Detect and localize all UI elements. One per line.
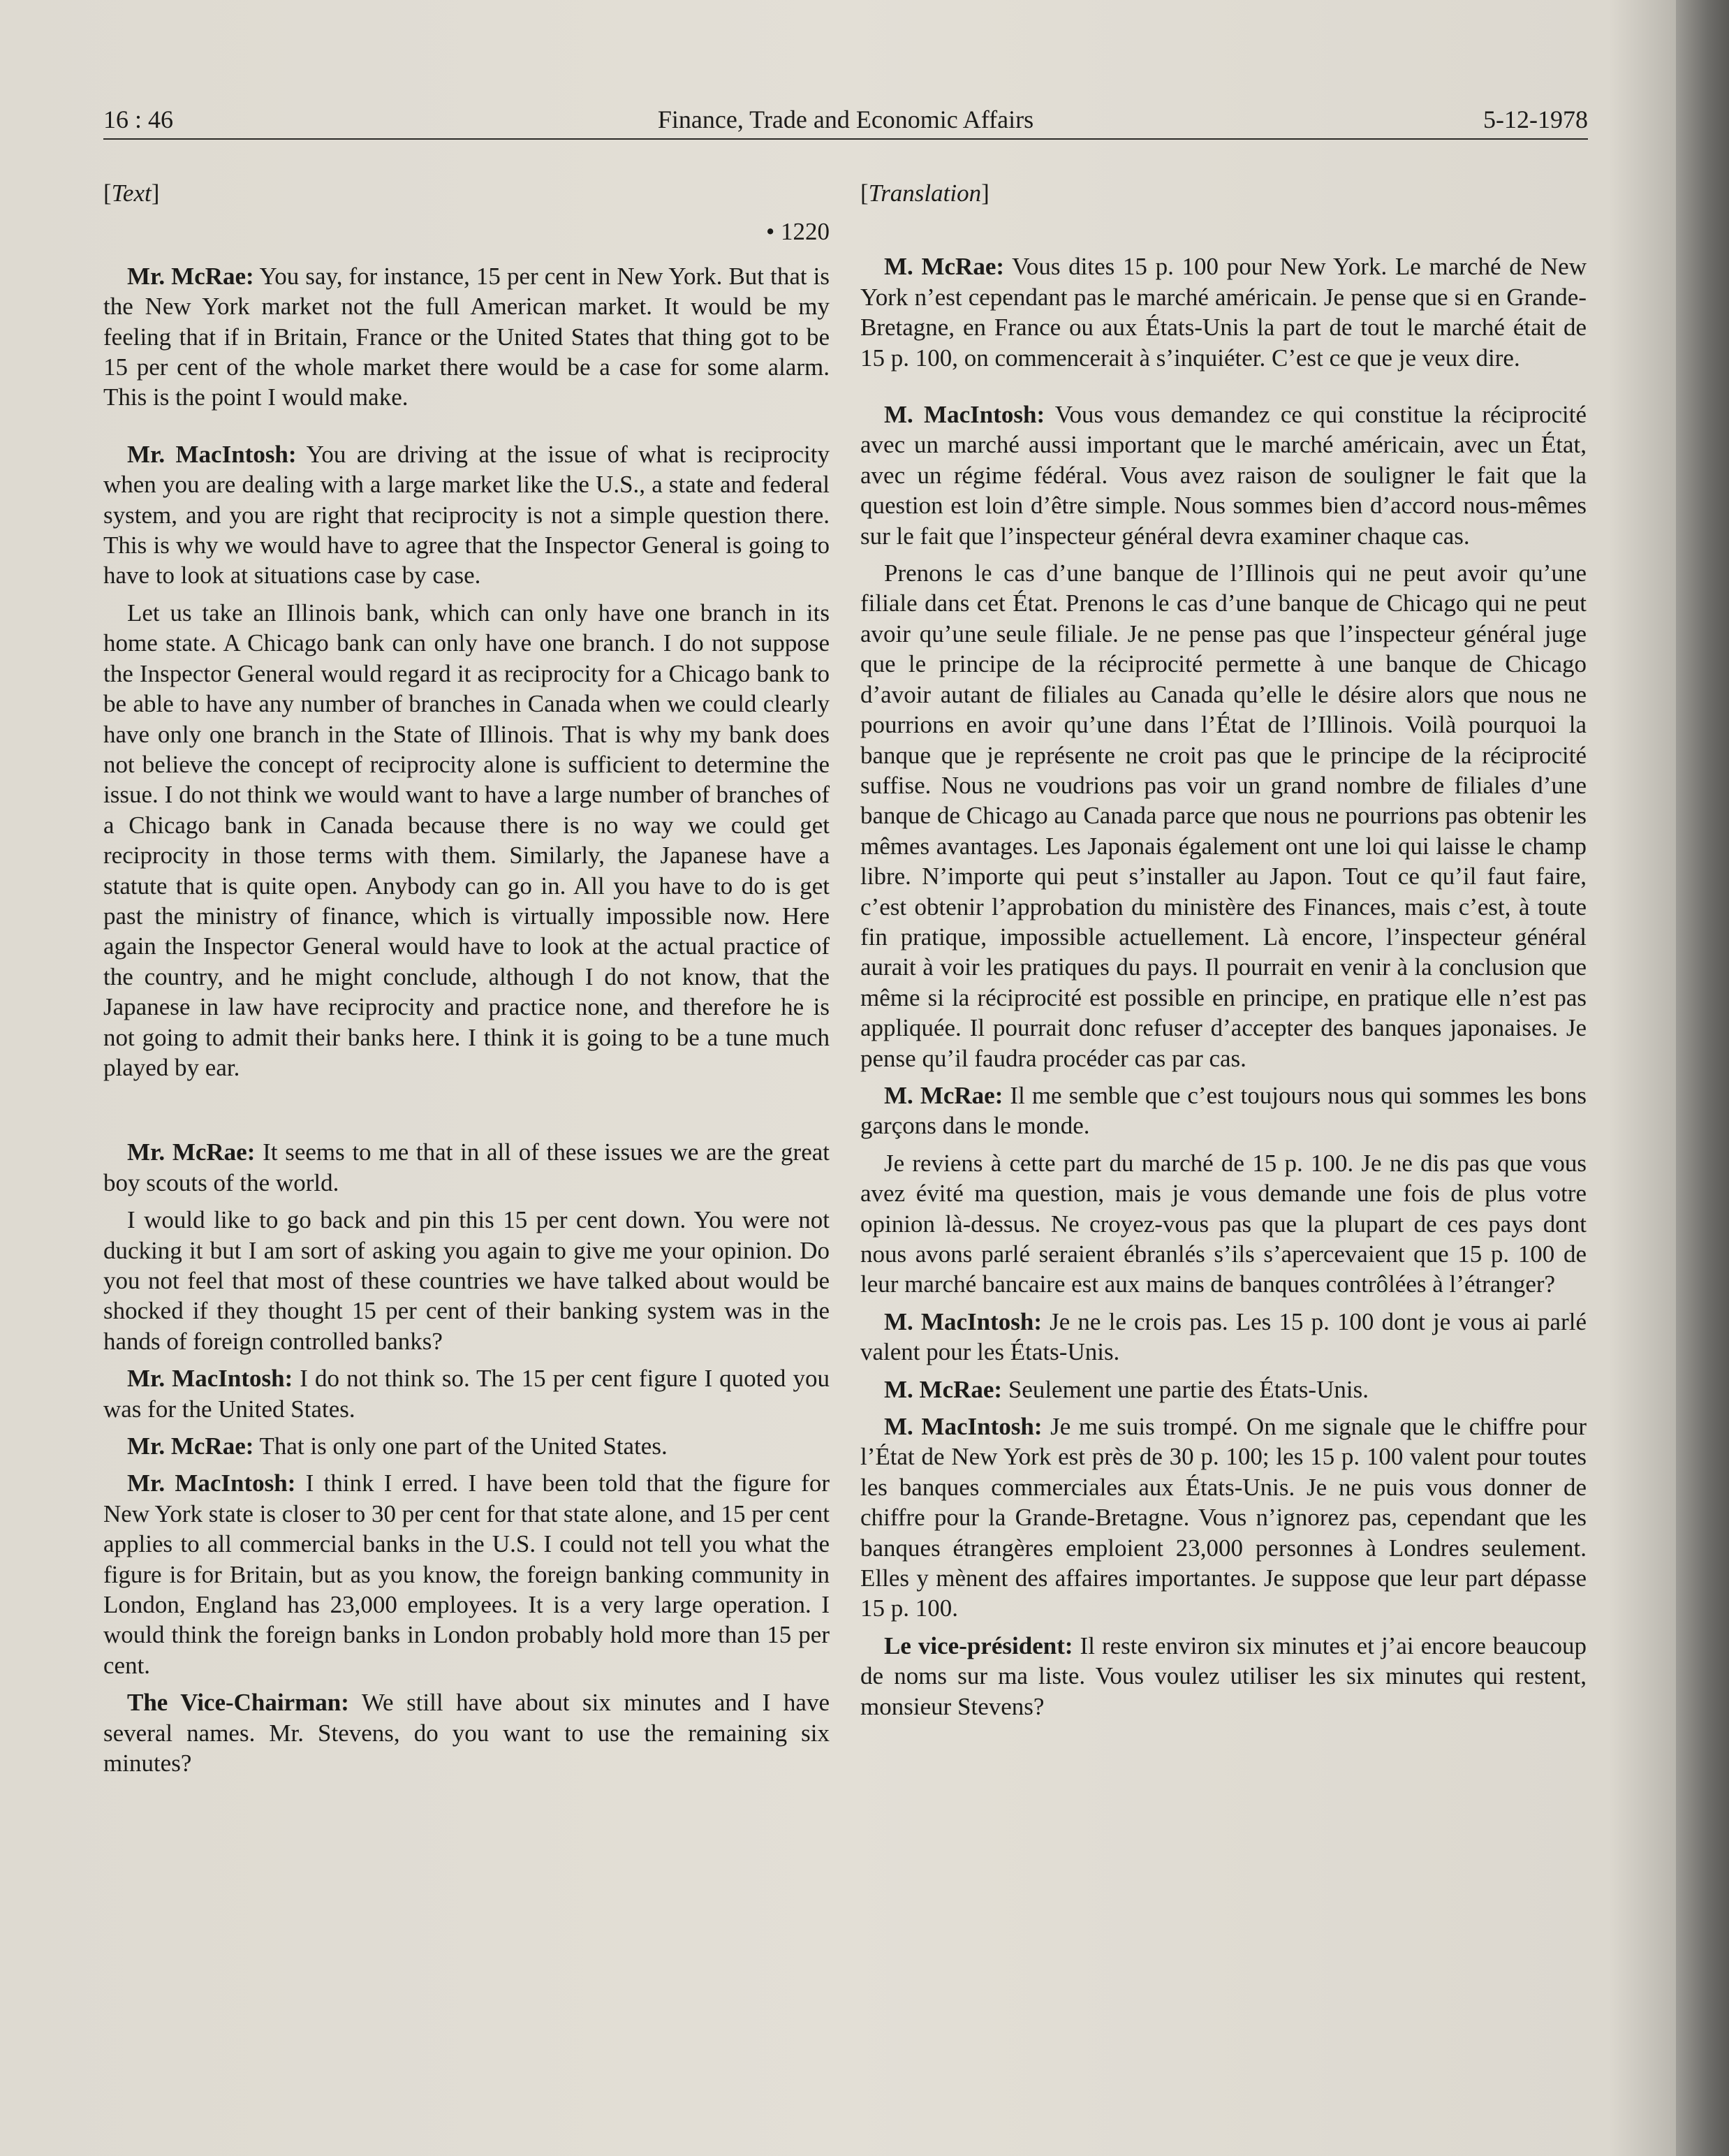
page-date: 5-12-1978 [1483, 105, 1588, 133]
running-head [103, 105, 1588, 141]
paragraph: Let us take an Illinois bank, which can only have one branch in its home state. A Chicago bank can only have one branch. I do not suppose the Inspector General would regard it as reciprocity for a Chicago bank to be able to have any number of branches in Canada when we could clearly have only one branch in the State of Illinois. That is why my bank does not believe the concept of reciprocity alone is sufficient to determine the issue. I do not think we would want to have a large number of branches of a Chicago bank in Canada because there is no way we could get reciprocity in those terms with them. Similarly, the Japanese have a statute that is quite open. Anybody can go in. All you have to do is get past the ministry of finance, which is virtually impossible now. Here again the Inspector General would have to look at the actual practice of the country, and he might conclude, although I do not know, that the Japanese in law have reciprocity and practice none, and therefore he is not going to admit their banks here. I think it is going to be a tune much played by ear. [103, 599, 830, 1081]
paragraph: Le vice-président: Il reste environ six minutes et j’ai encore beaucoup de noms sur ma liste. Vous voulez utiliser les six minutes qui restent, monsieur Stevens? [860, 1631, 1587, 1720]
binding-shadow [1676, 0, 1729, 2156]
paragraph: M. McRae: Vous dites 15 p. 100 pour New York. Le marché de New York n’est cependant pas le marché américain. Je pense que si en Grande-Bretagne, en France ou aux États-Unis la part de tout le marché était de 15 p. 100, on commencerait à s’inquiéter. C’est ce que je veux dire. [860, 253, 1587, 372]
page-title: Finance, Trade and Economic Affairs [657, 105, 1034, 133]
time-marker: • 1220 [765, 218, 830, 246]
paragraph: Mr. McRae: That is only one part of the United States. [127, 1432, 668, 1460]
paragraph: M. MacIntosh: Vous vous demandez ce qui constitue la réciprocité avec un marché aussi important que le marché américain, avec un État, avec un régime fédéral. Vous avez raison de souligner le fait que la question est loin d’être simple. Nous sommes bien d’accord nous-mêmes sur le fait que l’inspecteur général devra examiner chaque cas. [860, 401, 1587, 550]
paragraph: Je reviens à cette part du marché de 15 p. 100. Je ne dis pas que vous avez évité ma question, mais je vous demande une fois de plus votre opinion là-dessus. Ne croyez-vous pas que la plupart de ces pays dont nous avons parlé seraient ébranlés s’ils s’apercevaient que 15 p. 100 de leur marché bancaire est aux mains de banques contrôlées à l’étranger? [860, 1149, 1587, 1298]
paragraph: M. McRae: Il me semble que c’est toujours nous qui sommes les bons garçons dans le monde. [860, 1081, 1587, 1140]
paragraph: Mr. McRae: You say, for instance, 15 per cent in New York. But that is the New York market not the full American market. It would be my feeling that if in Britain, France or the United States that thing got to be 15 per cent of the whole market there would be a case for some alarm. This is the point I would make. [103, 262, 830, 411]
left-column-english [103, 178, 830, 1786]
paragraph: M. MacIntosh: Je ne le crois pas. Les 15 p. 100 dont je vous ai parlé valent pour les États-Unis. [860, 1307, 1587, 1366]
paragraph: M. MacIntosh: Je me suis trompé. On me signale que le chiffre pour l’État de New York est près de 30 p. 100; les 15 p. 100 valent pour toutes les banques commerciales aux États-Unis. Je ne puis vous donner de chiffre pour la Grande-Bretagne. Vous n’ignorez pas, cependant que les banques étrangères emploient 23,000 personnes à Londres seulement. Elles y mènent des affaires importantes. Je suppose que leur part dépasse 15 p. 100. [860, 1413, 1587, 1622]
right-column-french [860, 178, 1587, 1729]
header-rule [103, 138, 1588, 140]
paragraph: Mr. MacIntosh: You are driving at the issue of what is reciprocity when you are dealing with a large market like the U.S., a state and federal system, and you are right that reciprocity is not a simple question there. This is why we would have to agree that the Inspector General is going to have to look at situations case by case. [103, 440, 830, 589]
page-number: 16 : 46 [103, 105, 174, 133]
paragraph: M. McRae: Seulement une partie des États-Unis. [884, 1375, 1369, 1403]
paragraph: The Vice-Chairman: We still have about six minutes and I have several names. Mr. Stevens, do you want to use the remaining six minutes? [103, 1689, 830, 1777]
right-column-label: [Translation] [860, 179, 989, 207]
paragraph: Mr. McRae: It seems to me that in all of these issues we are the great boy scouts of the world. [103, 1138, 830, 1196]
paragraph: Mr. MacIntosh: I think I erred. I have been told that the figure for New York state is closer to 30 per cent for that state alone, and 15 per cent applies to all commercial banks in the U.S. I could not tell you what the figure is for Britain, but as you know, the foreign banking community in London, England has 23,000 employees. It is a very large operation. I would think the foreign banks in London probably hold more than 15 per cent. [103, 1469, 830, 1679]
paragraph: Prenons le cas d’une banque de l’Illinois qui ne peut avoir qu’une filiale dans cet État. Prenons le cas d’une banque de Chicago qui ne peut avoir qu’une seule filiale. Je ne pense pas que l’inspecteur général juge que le principe de la réciprocité permette à une banque de Chicago d’avoir autant de filiales au Canada qu’elle le désire alors que nous ne pourrions en avoir qu’une dans l’État de l’Illinois. Voilà pourquoi la banque que je représente ne croit pas que le principe de la réciprocité suffise. Nous ne voudrions pas voir un grand nombre de filiales d’une banque de Chicago au Canada parce que nous ne pourrions pas obtenir les mêmes avantages. Les Japonais également ont une loi qui laisse le champ libre. N’importe qui peut s’installer au Japon. Tout ce qu’il faut faire, c’est obtenir l’approbation du ministère des Finances, mais c’est, à toute fin pratique, impossible actuellement. Là encore, l’inspecteur général aurait à voir les pratiques du pays. Il pourrait en venir à la conclusion que même si la réciprocité est possible en principe, en pratique elle n’est pas appliquée. Il pourrait donc refuser d’accepter des banques japonaises. Je pense qu’il faudra procéder cas par cas. [860, 559, 1587, 1072]
paragraph: I would like to go back and pin this 15 per cent down. You were not ducking it but I am sort of asking you again to give me your opinion. Do you not feel that most of these countries we have talked about would be shocked if they thought 15 per cent of their banking system was in the hands of foreign controlled banks? [103, 1206, 830, 1355]
left-column-label: [Text] [103, 179, 160, 207]
paragraph: Mr. MacIntosh: I do not think so. The 15 per cent figure I quoted you was for the United States. [103, 1365, 830, 1423]
